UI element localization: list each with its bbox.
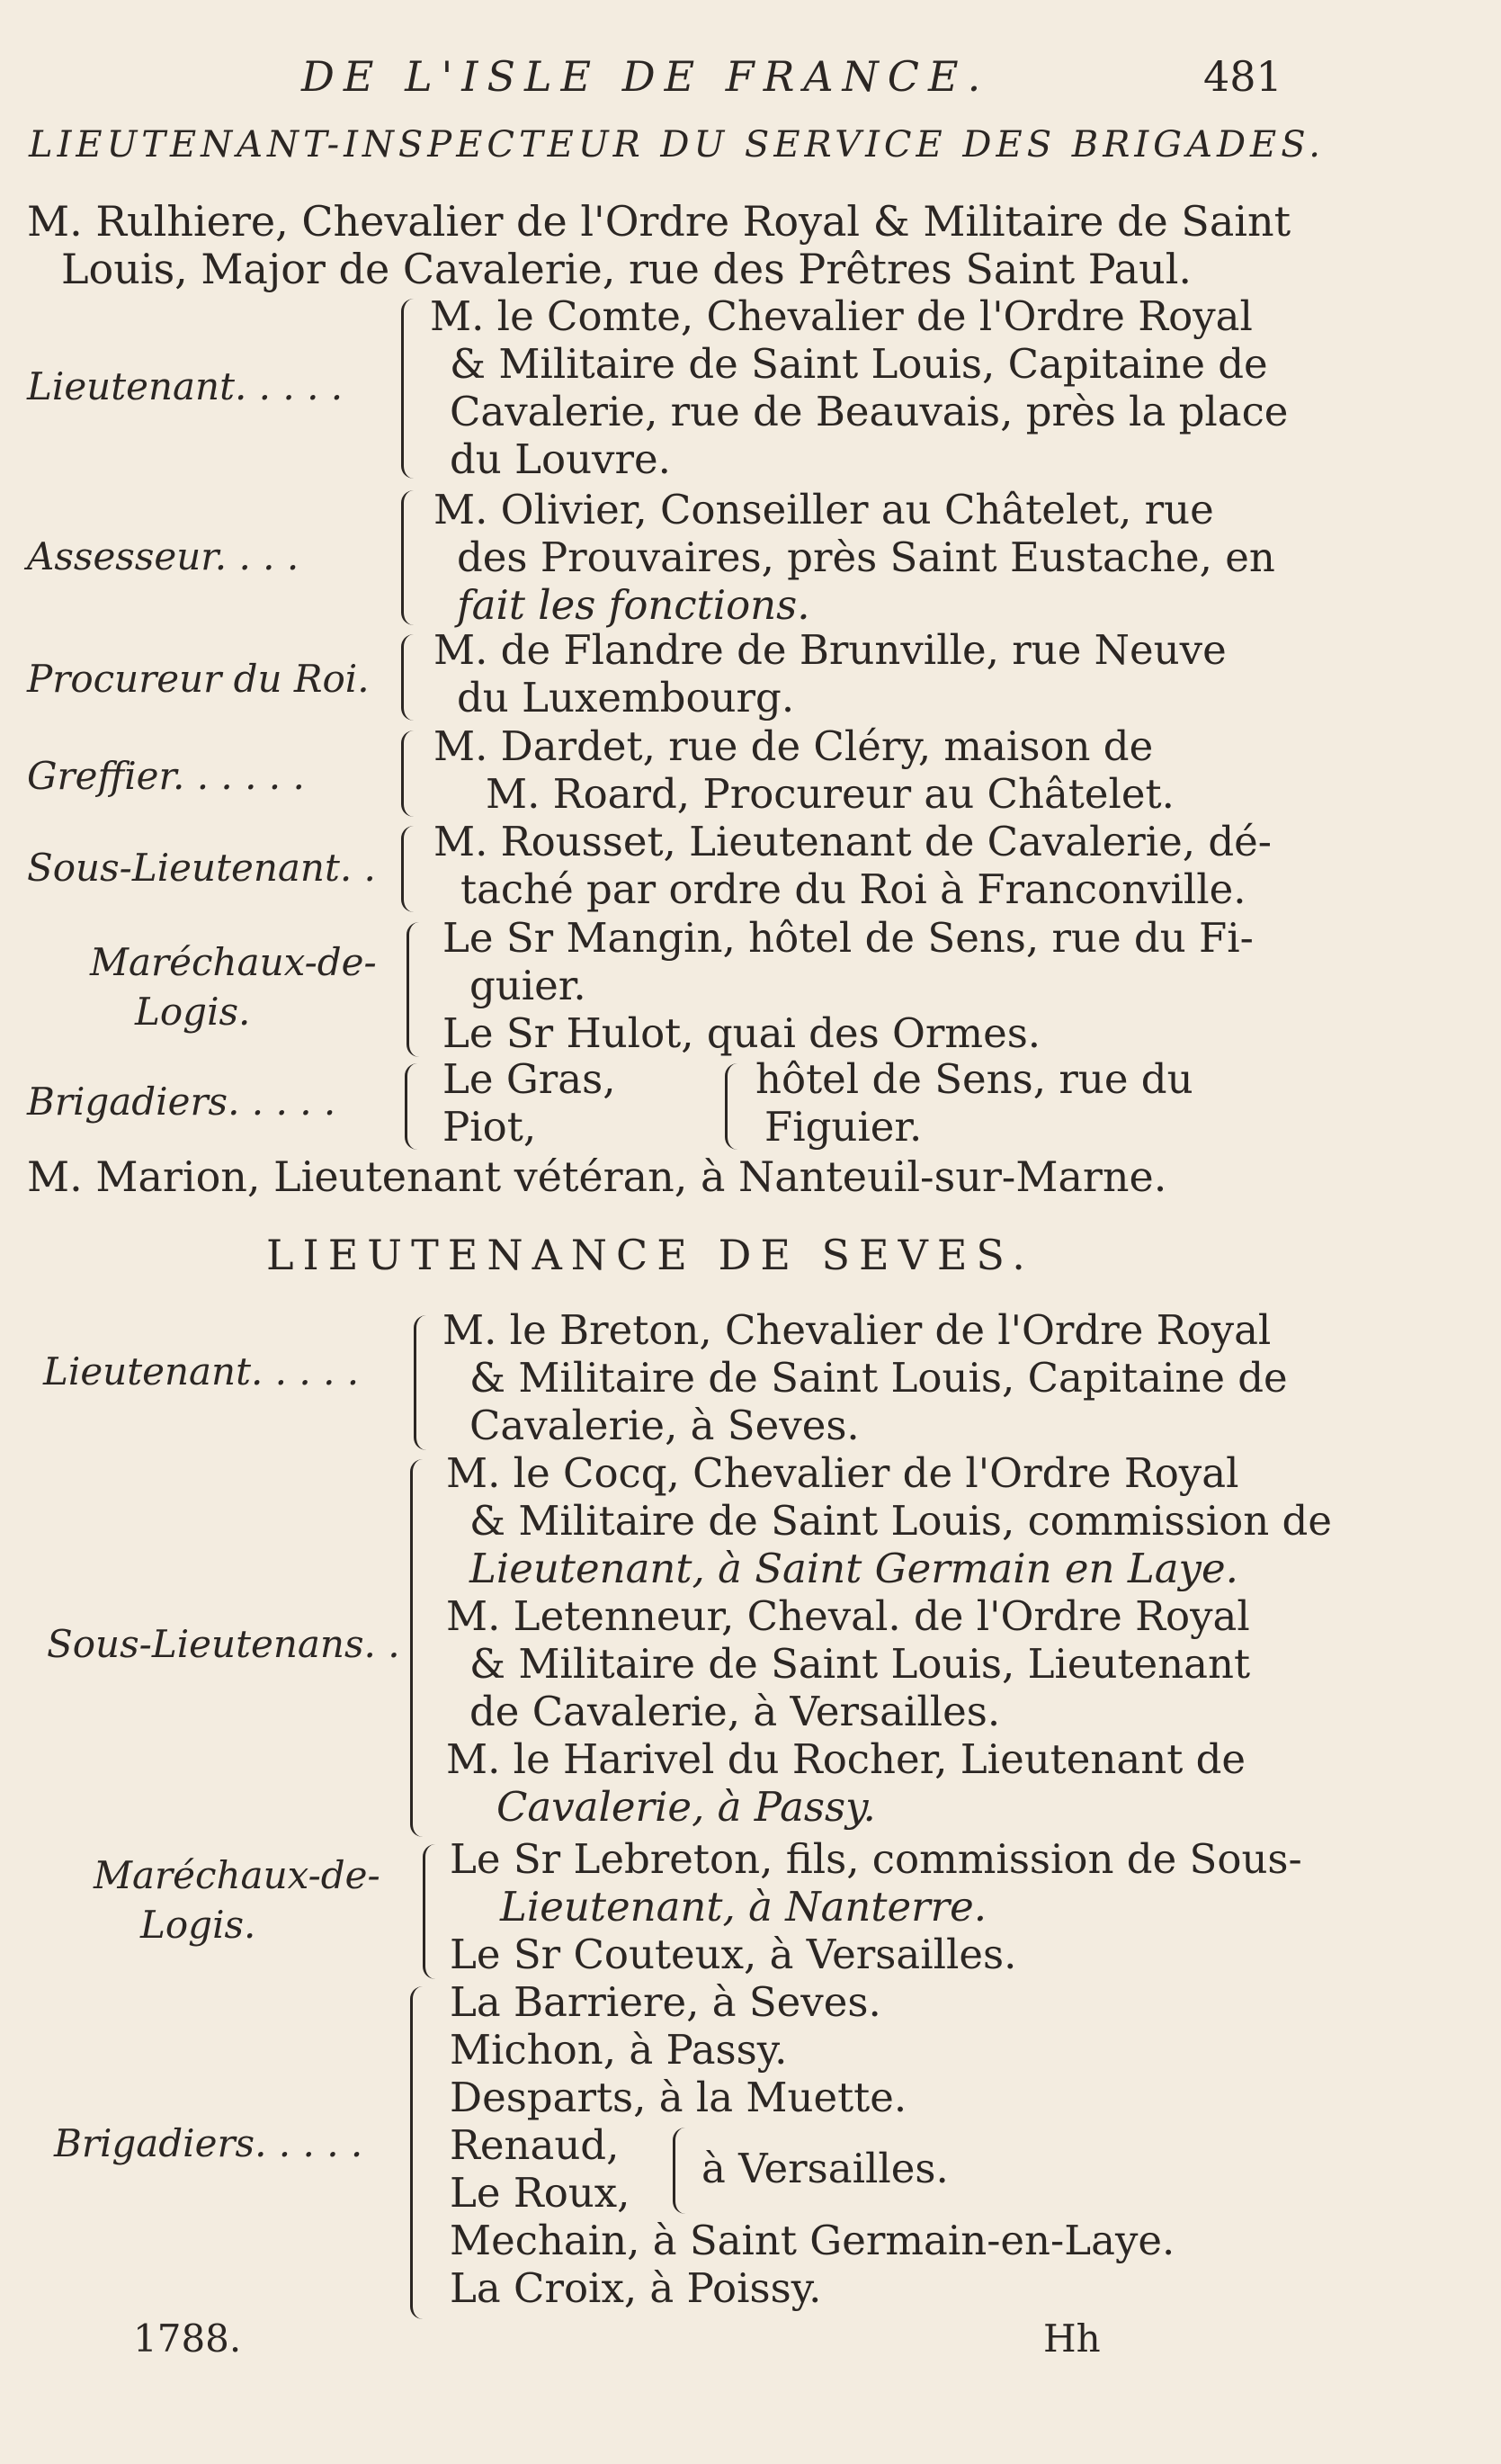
label-marechaux: Maréchaux-de- bbox=[90, 940, 377, 984]
entry-line: Le Sr Couteux, à Versailles. bbox=[450, 1931, 1017, 1978]
marion-line: M. Marion, Lieutenant vétéran, à Nanteuil-sur-Marne. bbox=[27, 1152, 1167, 1201]
label-logis: Logis. bbox=[135, 990, 251, 1034]
label-brigadiers-2: Brigadiers. . . . . bbox=[54, 2121, 363, 2165]
running-head: DE L'ISLE DE FRANCE. bbox=[301, 52, 990, 101]
entry-line: Figuier. bbox=[764, 1103, 923, 1151]
entry-line: Le Sr Mangin, hôtel de Sens, rue du Fi- bbox=[442, 914, 1254, 962]
entry-line: M. Olivier, Conseiller au Châtelet, rue bbox=[433, 486, 1214, 533]
entry-line: Cavalerie, à Passy. bbox=[496, 1783, 876, 1831]
label-brigadiers: Brigadiers. . . . . bbox=[27, 1080, 336, 1124]
label-greffier: Greffier. . . . . . bbox=[27, 754, 305, 798]
entry-line: Mechain, à Saint Germain-en-Laye. bbox=[450, 2217, 1175, 2264]
label-assesseur: Assesseur. . . . bbox=[27, 534, 299, 578]
entry-line: La Croix, à Poissy. bbox=[450, 2264, 822, 2312]
entry-line: M. le Comte, Chevalier de l'Ordre Royal bbox=[430, 292, 1253, 340]
label-logis-2: Logis. bbox=[140, 1903, 256, 1947]
rulhiere-line-1: M. Rulhiere, Chevalier de l'Ordre Royal & Militaire de Saint bbox=[27, 197, 1291, 246]
entry-line: M. le Cocq, Chevalier de l'Ordre Royal bbox=[446, 1449, 1239, 1497]
brace bbox=[401, 634, 420, 721]
brace bbox=[410, 1986, 429, 2319]
brace bbox=[401, 490, 420, 625]
section-title: LIEUTENANT-INSPECTEUR DU SERVICE DES BRIGADES. bbox=[29, 124, 1325, 166]
entry-line: Renaud, bbox=[450, 2121, 620, 2169]
entry-line: hôtel de Sens, rue du bbox=[755, 1055, 1193, 1103]
entry-line: M. le Breton, Chevalier de l'Ordre Royal bbox=[442, 1306, 1272, 1354]
brace bbox=[401, 730, 420, 817]
entry-line: Le Roux, bbox=[450, 2169, 630, 2217]
entry-line: & Militaire de Saint Louis, commission de bbox=[469, 1497, 1332, 1545]
brace bbox=[410, 1459, 429, 1837]
brace bbox=[401, 299, 420, 479]
entry-line: & Militaire de Saint Louis, Capitaine de bbox=[450, 340, 1268, 388]
entry-line: fait les fonctions. bbox=[457, 581, 810, 629]
entry-line: Michon, à Passy. bbox=[450, 2026, 788, 2074]
entry-line: & Militaire de Saint Louis, Capitaine de bbox=[469, 1354, 1288, 1402]
entry-line: Le Sr Hulot, quai des Ormes. bbox=[442, 1009, 1041, 1057]
entry-line: guier. bbox=[469, 962, 586, 1009]
brace bbox=[725, 1063, 744, 1150]
entry-line: M. Rousset, Lieutenant de Cavalerie, dé- bbox=[433, 818, 1272, 865]
entry-line: M. le Harivel du Rocher, Lieutenant de bbox=[446, 1735, 1246, 1783]
label-procureur: Procureur du Roi. bbox=[27, 657, 370, 701]
entry-line: à Versailles. bbox=[701, 2145, 949, 2192]
brace bbox=[673, 2128, 692, 2214]
brace bbox=[405, 1063, 424, 1150]
page-number: 481 bbox=[1203, 52, 1282, 101]
entry-line: Desparts, à la Muette. bbox=[450, 2074, 907, 2121]
label-sous-lieutenant: Sous-Lieutenant. . bbox=[27, 846, 376, 890]
section-title-2: LIEUTENANCE DE SEVES. bbox=[266, 1231, 1034, 1279]
signature-mark: Hh bbox=[1043, 2316, 1101, 2361]
entry-line: Le Gras, bbox=[442, 1055, 616, 1103]
label-sous-lieutenans: Sous-Lieutenans. . bbox=[47, 1622, 400, 1666]
entry-line: des Prouvaires, près Saint Eustache, en bbox=[457, 533, 1275, 581]
rulhiere-line-2: Louis, Major de Cavalerie, rue des Prêtres Saint Paul. bbox=[61, 245, 1193, 293]
entry-line: Lieutenant, à Saint Germain en Laye. bbox=[469, 1545, 1238, 1592]
footer-year: 1788. bbox=[133, 2316, 242, 2361]
entry-line: La Barriere, à Seves. bbox=[450, 1978, 881, 2026]
entry-line: M. Letenneur, Cheval. de l'Ordre Royal bbox=[446, 1592, 1250, 1640]
entry-line: du Luxembourg. bbox=[457, 674, 795, 721]
entry-line: Lieutenant, à Nanterre. bbox=[500, 1883, 987, 1931]
entry-line: taché par ordre du Roi à Franconville. bbox=[460, 865, 1246, 913]
entry-line: M. Dardet, rue de Cléry, maison de bbox=[433, 722, 1154, 770]
label-lieutenant-2: Lieutenant. . . . . bbox=[43, 1349, 360, 1393]
entry-line: M. de Flandre de Brunville, rue Neuve bbox=[433, 626, 1227, 674]
entry-line: du Louvre. bbox=[450, 435, 671, 483]
entry-line: Cavalerie, rue de Beauvais, près la place bbox=[450, 388, 1289, 435]
entry-line: M. Roard, Procureur au Châtelet. bbox=[486, 770, 1175, 818]
brace bbox=[423, 1844, 442, 1979]
entry-line: de Cavalerie, à Versailles. bbox=[469, 1688, 1001, 1735]
label-lieutenant: Lieutenant. . . . . bbox=[27, 364, 344, 408]
entry-line: Le Sr Lebreton, fils, commission de Sous- bbox=[450, 1835, 1302, 1883]
entry-line: Cavalerie, à Seves. bbox=[469, 1402, 860, 1449]
brace bbox=[414, 1315, 433, 1450]
brace bbox=[401, 826, 420, 912]
label-marechaux-2: Maréchaux-de- bbox=[94, 1853, 380, 1897]
brace bbox=[407, 922, 425, 1057]
entry-line: Piot, bbox=[442, 1103, 537, 1151]
entry-line: & Militaire de Saint Louis, Lieutenant bbox=[469, 1640, 1251, 1688]
